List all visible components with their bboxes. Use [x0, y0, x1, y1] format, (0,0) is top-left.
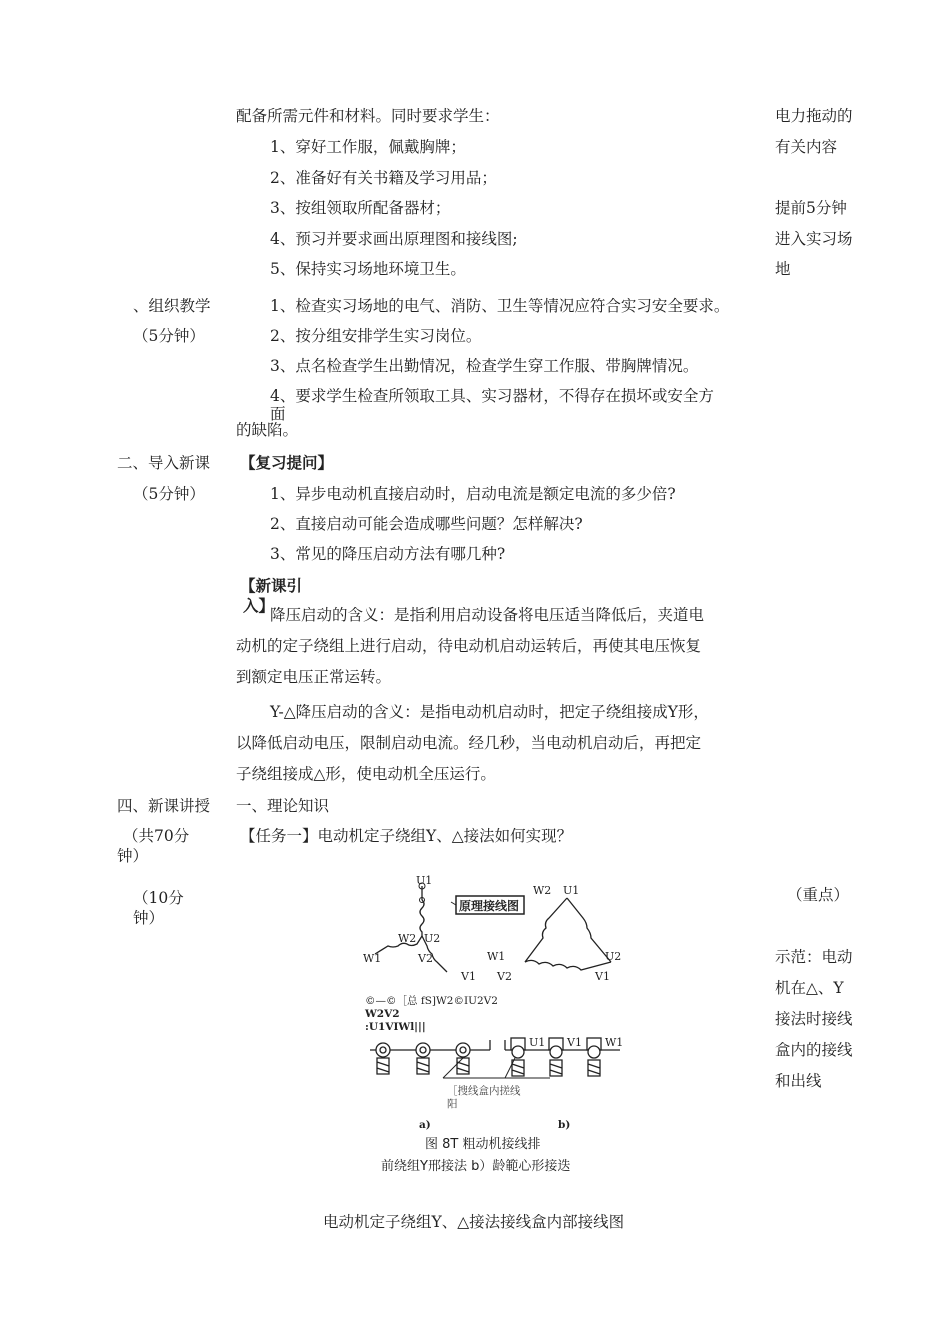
requirement-item: 3、按组领取所配备器材；	[270, 199, 451, 217]
wiring-diagram-figure	[355, 872, 635, 1132]
label-u2: U2	[424, 932, 441, 945]
subsection-time: 钟）	[133, 909, 165, 927]
label-schematic: 原理接线图	[459, 899, 520, 913]
intro-line: 配备所需元件和材料。同时要求学生：	[236, 107, 500, 125]
subfigure-a-label: a)	[419, 1119, 431, 1131]
review-question: 1、异步电动机直接启动时，启动电流是额定电流的多少倍?	[270, 485, 676, 503]
demo-note-line: 盒内的接线	[775, 1041, 853, 1059]
note-line: 电力拖动的	[775, 107, 853, 125]
figure-title: 图 8T 粗动机接线排	[425, 1137, 541, 1152]
note-line: 地	[775, 260, 791, 278]
section-intro-title: 二、导入新课	[117, 454, 211, 472]
new-intro-heading: 【新课引	[240, 576, 303, 595]
label-v1: V1	[461, 970, 476, 983]
terminal-block-a	[370, 1040, 490, 1074]
label-w2: W2	[398, 932, 417, 945]
section-intro-time: （5分钟）	[133, 485, 205, 503]
label-w2: W2	[533, 884, 552, 897]
paragraph-line: 到额定电压正常运转。	[236, 668, 392, 686]
review-heading: 【复习提问】	[240, 453, 334, 472]
label-w1: W1	[363, 952, 382, 965]
figure-ocr-text: W2V2	[365, 1008, 400, 1020]
label-v2: V2	[418, 952, 433, 965]
org-check-item: 2、按分组安排学生实习岗位。	[270, 327, 482, 345]
delta-connection	[525, 898, 611, 970]
label-u1: U1	[563, 884, 580, 897]
subsection-time: （10分	[133, 889, 184, 907]
demo-note-line: 机在△、Y	[775, 979, 844, 997]
requirement-item: 1、穿好工作服，佩戴胸牌；	[270, 138, 466, 156]
org-check-item: 3、点名检查学生出勤情况，检查学生穿工作服、带胸牌情况。	[270, 357, 699, 375]
requirement-item: 2、准备好有关书籍及学习用品；	[270, 169, 497, 187]
demo-note-line: 接法时接线	[775, 1010, 853, 1028]
paragraph-line: Y-△降压启动的含义：是指电动机启动时，把定子绕组接成Y形，	[270, 703, 709, 721]
section-org-title: 、组织教学	[133, 297, 211, 315]
new-intro-heading: 入】	[243, 596, 275, 615]
terminal-box-label: 阳	[447, 1098, 458, 1110]
note-line: 进入实习场	[775, 230, 853, 248]
label-u2: U2	[605, 950, 622, 963]
section-teach-time: （共70分	[123, 827, 190, 845]
label-v2: V2	[497, 970, 512, 983]
star-connection	[375, 886, 447, 972]
paragraph-line: 降压启动的含义：是指利用启动设备将电压适当降低后，夹道电	[270, 606, 705, 624]
task-one: 【任务一】电动机定子绕组Y、△接法如何实现？	[240, 827, 573, 845]
figure-ocr-text: ©—©［总 fS]W2©IU2V2	[365, 995, 498, 1007]
section-teach-title: 四、新课讲授	[117, 797, 211, 815]
theory-heading: 一、理论知识	[236, 797, 330, 815]
org-check-wrap: 面	[270, 405, 286, 423]
subfigure-b-label: b)	[558, 1119, 571, 1131]
note-line: 提前5分钟	[775, 199, 847, 217]
figure-subtitle: 前绕组Y邢接法 b）龄範心形接迭	[381, 1159, 571, 1174]
label-u1: U1	[529, 1036, 546, 1049]
org-check-item: 4、要求学生检查所领取工具、实习器材，不得存在损坏或安全方	[270, 387, 714, 405]
demo-note-line: 和出线	[775, 1072, 822, 1090]
wiring-diagram	[355, 872, 635, 1132]
paragraph-line: 以降低启动电压，限制启动电流。经几秒，当电动机启动后，再把定	[236, 734, 702, 752]
figure-caption: 电动机定子绕组Y、△接法接线盒内部接线图	[323, 1213, 625, 1231]
note-line: 有关内容	[775, 138, 838, 156]
label-v1: V1	[595, 970, 610, 983]
org-check-wrap: 的缺陷。	[236, 421, 299, 439]
review-question: 2、直接启动可能会造成哪些问题？怎样解决?	[270, 515, 583, 533]
section-org-time: （5分钟）	[133, 327, 205, 345]
org-check-item: 1、检查实习场地的电气、消防、卫生等情况应符合实习安全要求。	[270, 297, 730, 315]
key-point-note: （重点）	[787, 886, 850, 904]
label-v1: V1	[567, 1036, 582, 1049]
terminal-block-b	[505, 1038, 620, 1076]
label-w1: W1	[487, 950, 506, 963]
paragraph-line: 动机的定子绕组上进行启动，待电动机启动运转后，再使其电压恢复	[236, 637, 702, 655]
requirement-item: 4、预习并要求画出原理图和接线图;	[270, 230, 518, 248]
section-teach-time: 钟）	[117, 847, 149, 865]
requirement-item: 5、保持实习场地环境卫生。	[270, 260, 466, 278]
figure-ocr-text: :U1VIWl|||	[365, 1021, 426, 1033]
paragraph-line: 子绕组接成△形，使电动机全压运行。	[236, 765, 496, 783]
terminal-box-label: ［搜线盒内搓线	[447, 1085, 521, 1097]
demo-note-line: 示范：电动	[775, 948, 853, 966]
review-question: 3、常见的降压启动方法有哪几种?	[270, 545, 506, 563]
label-u1: U1	[416, 874, 433, 887]
label-w1: W1	[605, 1036, 624, 1049]
